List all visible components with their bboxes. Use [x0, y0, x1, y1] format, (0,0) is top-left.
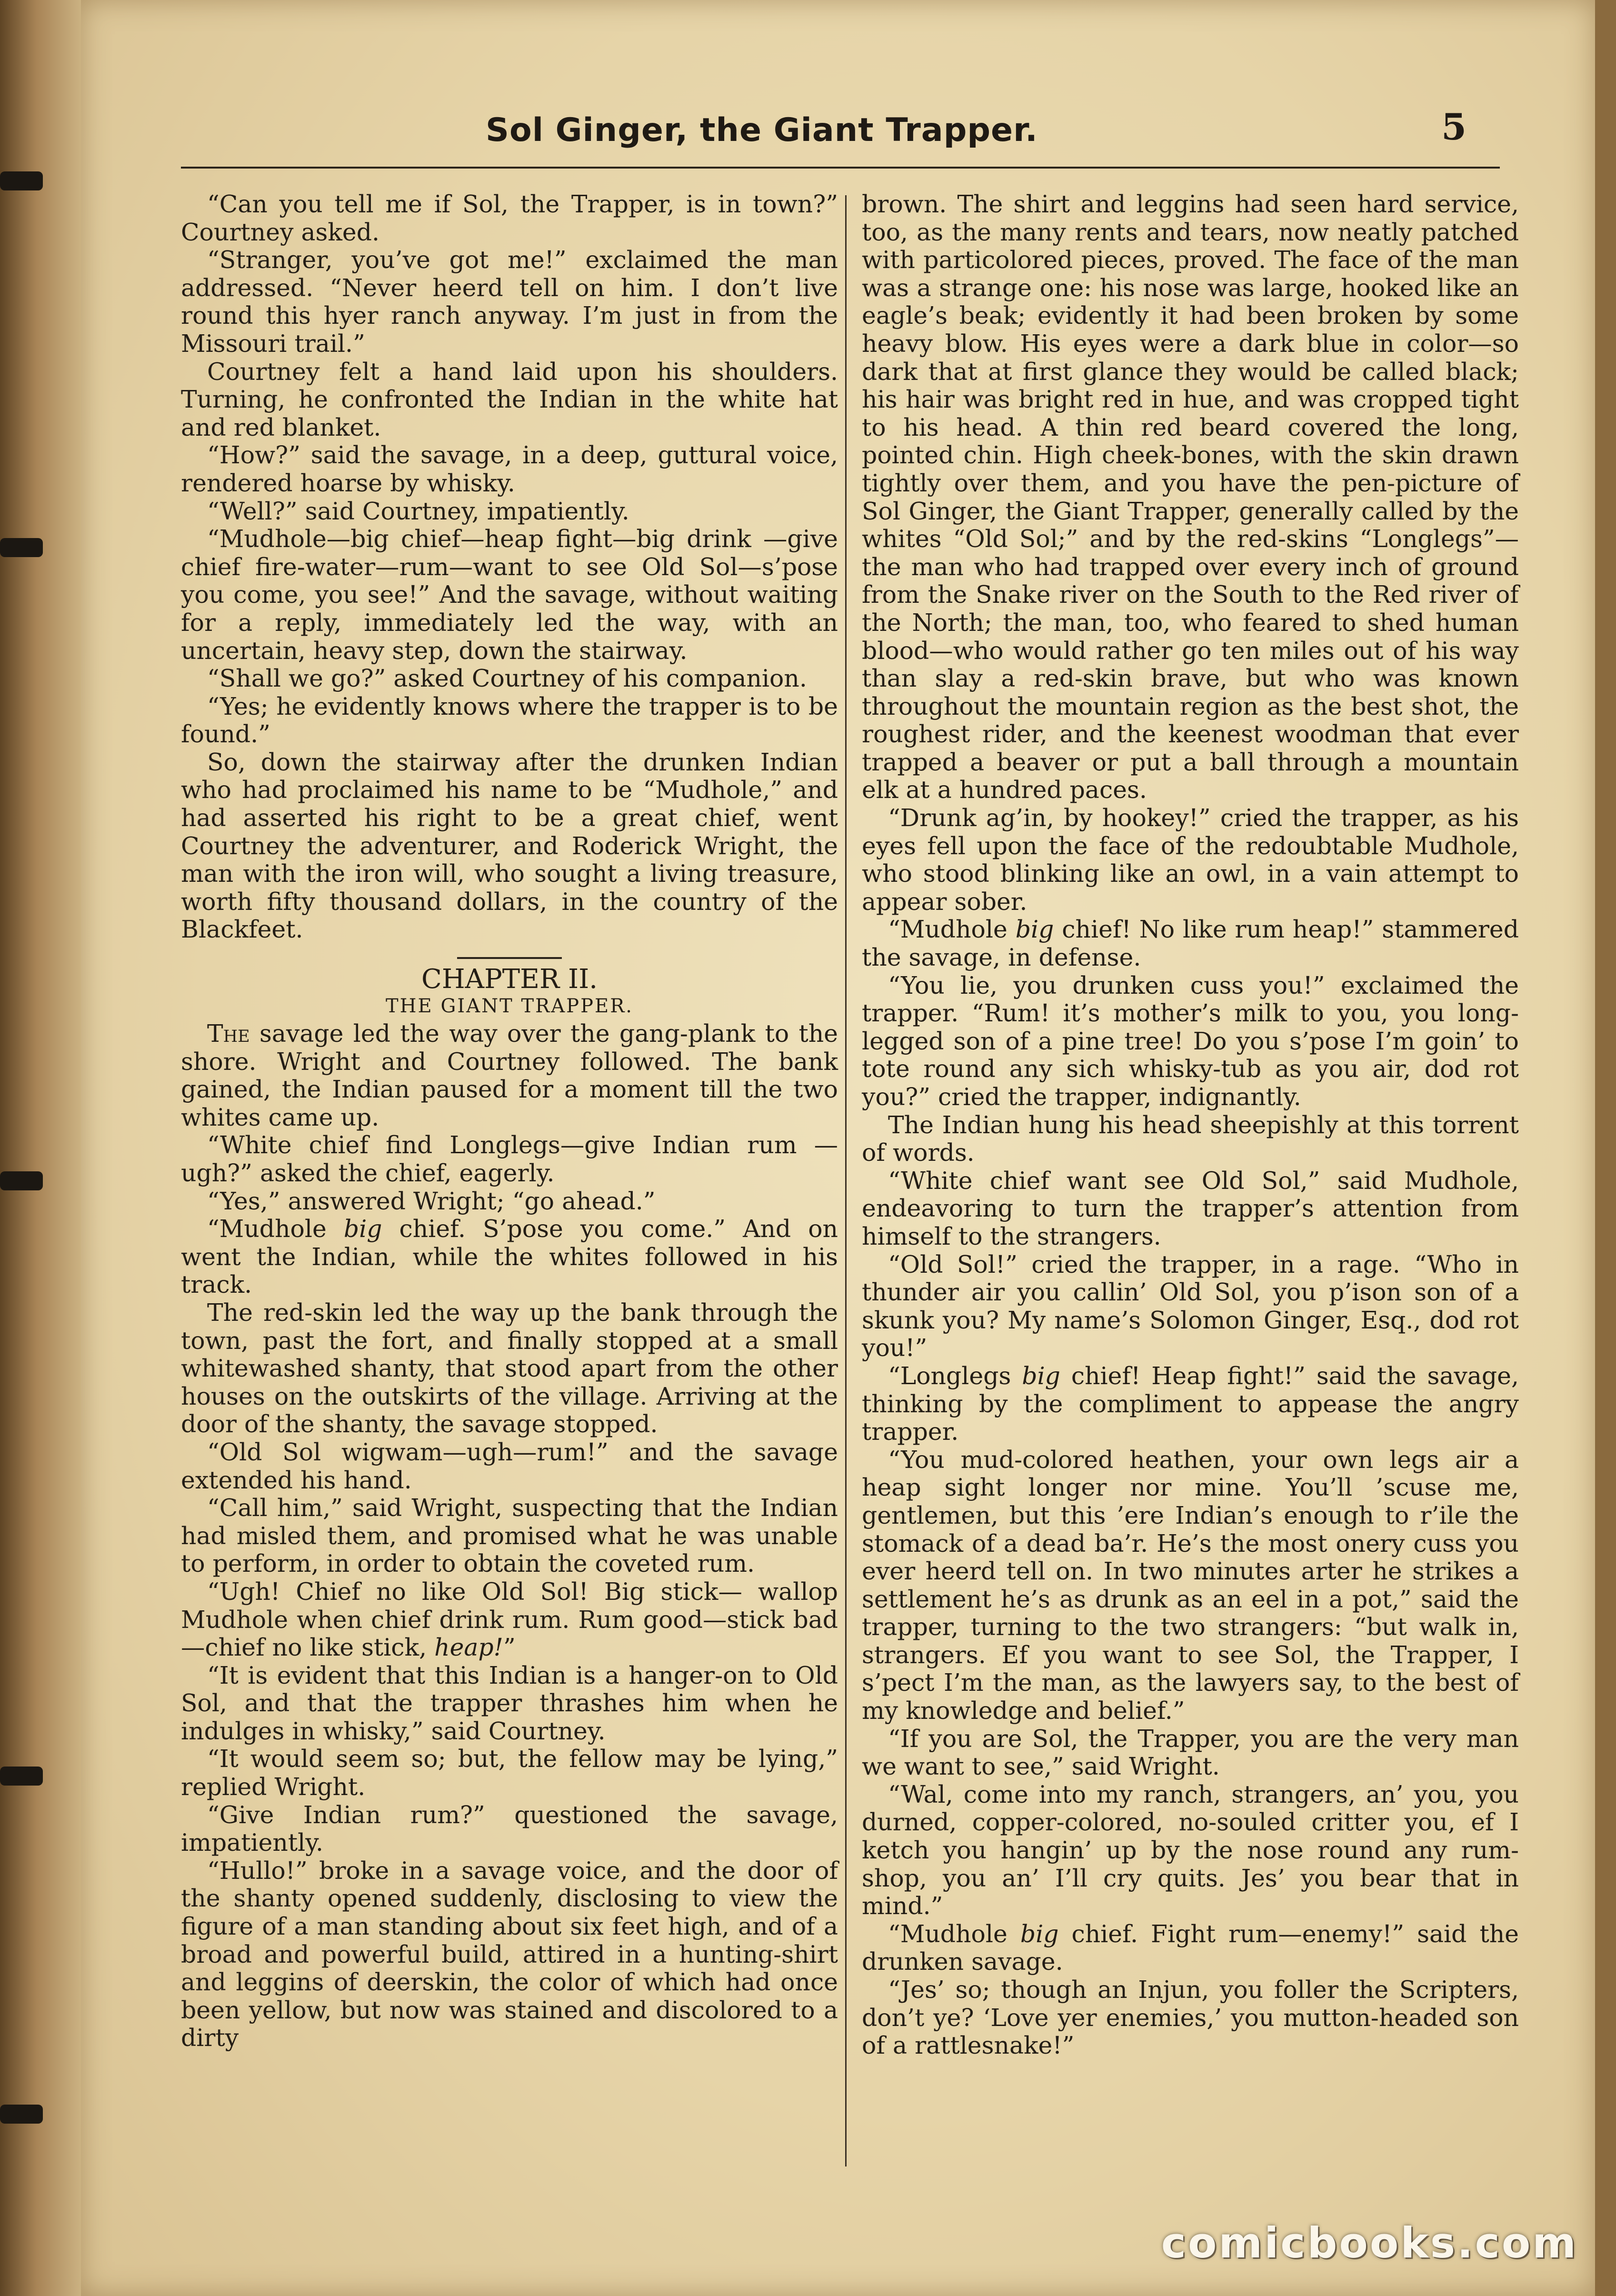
- paragraph: “You mud-colored heathen, your own legs air a heap sight longer nor mine. You’ll ’scuse me, gentlemen, but this ’ere Indian’s enough to r’ile the stomack of a dead ba’r. He’s the most onery cuss you ever heerd tell on. In two minutes arter he strikes a settlement he’s as drunk as an eel in a pot,” said the trapper, turning to the two strangers: “but walk in, strangers. Ef you want to see Sol, the Trapper, I s’pect I’m the man, as the lawyers say, to the best of my knowledge and belief.”: [862, 1445, 1519, 1725]
- page-header: [114, 106, 1486, 158]
- paragraph: “Yes,” answered Wright; “go ahead.”: [207, 1187, 656, 1215]
- paragraph: “How?” said the savage, in a deep, guttural voice, rendered hoarse by whisky.: [181, 441, 838, 497]
- paragraph: The Indian hung his head sheepishly at this torrent of words.: [862, 1110, 1519, 1167]
- chapter-heading: CHAPTER II.: [421, 964, 598, 995]
- paragraph: The red-skin led the way up the bank through the town, past the fort, and finally stopped at a small whitewashed shanty, that stood apart from the other houses on the outskirts of the village. Arriving at the door of the shanty, the savage stopped.: [181, 1298, 838, 1438]
- running-title: Sol Ginger, the Giant Trapper.: [486, 111, 1038, 149]
- binding-stitch: [0, 171, 43, 190]
- paragraph: “If you are Sol, the Trapper, you are the very man we want to see,” said Wright.: [862, 1724, 1519, 1781]
- paragraph: “Hullo!” broke in a savage voice, and the door of the shanty opened suddenly, disclosing to view the figure of a man standing about six feet high, and of a broad and powerful build, attired in a hunting-shirt and leggins of deerskin, the color of which had once been yellow, but now was stained and discolored to a dirty: [181, 1856, 838, 2052]
- paragraph: “You lie, you drunken cuss you!” exclaimed the trapper. “Rum! it’s mother’s milk to you, you long-legged son of a pine tree! Do you s’pose I’m goin’ to tote round any sich whisky-tub as you air, dod rot you?” cried the trapper, indignantly.: [862, 971, 1519, 1111]
- paragraph-text: chief. S’pose you come.” And on went the Indian, while the whites followed in his track.: [181, 1215, 838, 1299]
- header-rule: [181, 167, 1500, 169]
- chapter-rule: [457, 957, 562, 959]
- emphasis: big: [1015, 915, 1054, 944]
- paragraph: “Can you tell me if Sol, the Trapper, is in town?” Courtney asked.: [181, 190, 838, 246]
- paragraph: “White chief find Longlegs—give Indian rum —ugh?” asked the chief, eagerly.: [181, 1131, 838, 1187]
- paragraph: [181, 1215, 838, 1299]
- emphasis: big: [1022, 1361, 1060, 1390]
- right-column: [862, 190, 1519, 2060]
- paragraph: [862, 916, 1519, 971]
- paragraph-text: chief! No like rum heap!” stammered the savage, in defense.: [862, 915, 1519, 972]
- chapter-subtitle: THE GIANT TRAPPER.: [385, 995, 634, 1018]
- left-column: [181, 190, 838, 2052]
- paragraph-text: chief. Fight rum—enemy!” said the drunken savage.: [862, 1919, 1519, 1976]
- paragraph: So, down the stairway after the drunken Indian who had proclaimed his name to be “Mudhole,” and had asserted his right to be a great chief, went Courtney the adventurer, and Roderick Wright, the man with the iron will, who sought a living treasure, worth fifty thousand dollars, in the country of the Blackfeet.: [181, 748, 838, 944]
- emphasis: big: [1020, 1919, 1059, 1948]
- paragraph: “Jes’ so; though an Injun, you foller the Scripters, don’t ye? ‘Love yer enemies,’ you mutton-headed son of a rattlesnake!”: [862, 1976, 1519, 2060]
- binding-stitch: [0, 1767, 43, 1786]
- paragraph-text: “Mudhole: [888, 1919, 1020, 1948]
- emphasis: heap!: [434, 1633, 503, 1662]
- paragraph: “White chief want see Old Sol,” said Mudhole, endeavoring to turn the trapper’s attention from himself to the strangers.: [862, 1166, 1519, 1250]
- paragraph-text: “Longlegs: [888, 1361, 1022, 1390]
- paragraph: “Old Sol wigwam—ugh—rum!” and the savage extended his hand.: [181, 1437, 838, 1494]
- paragraph: “Drunk ag’in, by hookey!” cried the trapper, as his eyes fell upon the face of the redoubtable Mudhole, who stood blinking like an owl, in a vain attempt to appear sober.: [862, 804, 1519, 916]
- paragraph: “Well?” said Courtney, impatiently.: [207, 497, 629, 525]
- binding-edge: [0, 0, 81, 2296]
- paragraph: brown. The shirt and leggins had seen hard service, too, as the many rents and tears, now neatly patched with particolored pieces, proved. The face of the man was a strange one: his nose was large, hooked like an eagle’s beak; evidently it had been broken by some heavy blow. His eyes were a dark blue in color—so dark that at first glance they would be called black; his hair was bright red in hue, and was cropped tight to his head. A thin red beard covered the long, pointed chin. High cheek-bones, with the skin drawn tightly over them, and you have the pen-picture of Sol Ginger, the Giant Trapper, generally called by the whites “Old Sol;” and by the red-skins “Longlegs”—the man who had trapped over every inch of ground from the Snake river on the South to the Red river of the North; the man, too, who feared to shed human blood—who would rather go ten miles out of his way than slay a red-skin brave, but who was known throughout the mountain region as the best shot, the roughest rider, and the keenest woodman that ever trapped a beaver or put a ball through a mountain elk at a hundred paces.: [862, 190, 1519, 804]
- paragraph: “Give Indian rum?” questioned the savage, impatiently.: [181, 1800, 838, 1857]
- paragraph: “Call him,” said Wright, suspecting that the Indian had misled them, and promised what he was unable to perform, in order to obtain the coveted rum.: [181, 1494, 838, 1578]
- paragraph: [862, 1920, 1519, 1976]
- paragraph: “Wal, come into my ranch, strangers, an’ you, you durned, copper-colored, no-souled critter you, ef I ketch you hangin’ up by the nose round any rum-shop, you an’ I’ll cry quits. Jes’ you bear that in mind.”: [862, 1780, 1519, 1920]
- paragraph-text: “Mudhole: [207, 1215, 344, 1243]
- paragraph-text: “Mudhole: [888, 915, 1016, 944]
- paragraph: Courtney felt a hand laid upon his shoulders. Turning, he confronted the Indian in the white hat and red blanket.: [181, 357, 838, 441]
- paragraph: [862, 1362, 1519, 1446]
- paragraph: [181, 1020, 838, 1131]
- paragraph: “Stranger, you’ve got me!” exclaimed the man addressed. “Never heerd tell on him. I don’t live round this hyer ranch anyway. I’m just in from the Missouri trail.”: [181, 246, 838, 358]
- paragraph-text: chief! Heap fight!” said the savage, thinking by the compliment to appease the angry trapper.: [862, 1361, 1519, 1446]
- paragraph: [181, 1578, 838, 1662]
- paragraph-text: ”: [503, 1633, 516, 1662]
- paragraph: “It is evident that this Indian is a hanger-on to Old Sol, and that the trapper thrashes him when he indulges in whisky,” said Courtney.: [181, 1661, 838, 1745]
- paragraph-text: “Ugh! Chief no like Old Sol! Big stick— wallop Mudhole when chief drink rum. Rum good—stick bad—chief no like stick,: [181, 1577, 838, 1662]
- binding-stitch: [0, 2105, 43, 2124]
- paragraph: “It would seem so; but, the fellow may be lying,” replied Wright.: [181, 1745, 838, 1801]
- paragraph: “Yes; he evidently knows where the trapper is to be found.”: [181, 692, 838, 749]
- column-divider: [845, 195, 847, 2166]
- binding-stitch: [0, 1171, 43, 1190]
- watermark: comicbooks.com: [1161, 2218, 1578, 2267]
- paragraph: “Old Sol!” cried the trapper, in a rage. “Who in thunder air you callin’ Old Sol, you p’ison son of a skunk you? My name’s Solomon Ginger, Esq., dod rot you!”: [862, 1250, 1519, 1362]
- paragraph: “Mudhole—big chief—heap fight—big drink —give chief fire-water—rum—want to see Old Sol—s’pose you come, you see!” And the savage, without waiting for a reply, immediately led the way, with an uncertain, heavy step, down the stairway.: [181, 525, 838, 665]
- paragraph-text: savage led the way over the gang-plank to the shore. Wright and Courtney followed. The bank gained, the Indian paused for a moment till the two whites came up.: [181, 1019, 838, 1131]
- page-number: 5: [1441, 106, 1466, 148]
- binding-stitch: [0, 538, 43, 557]
- chapter-lead-word: The: [207, 1019, 250, 1048]
- emphasis: big: [343, 1215, 382, 1243]
- paragraph: “Shall we go?” asked Courtney of his companion.: [207, 664, 807, 693]
